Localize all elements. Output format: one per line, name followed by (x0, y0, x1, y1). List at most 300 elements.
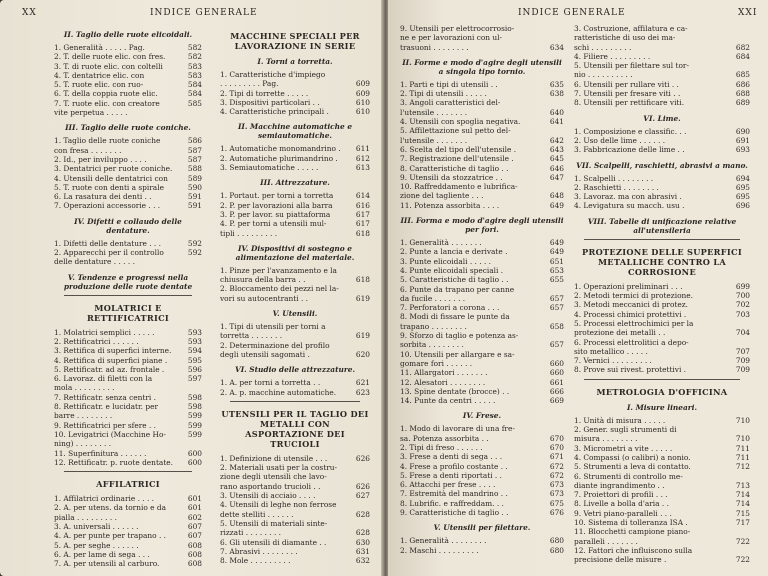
toc-entry (400, 359, 564, 368)
toc-entry-title: 12. Fattori che influiscono sulla (574, 545, 693, 555)
toc-entry-title: 2. Maschi . . . . . . . . . (400, 545, 479, 555)
right-column-2 (574, 24, 750, 564)
divider (64, 471, 192, 472)
toc-entry-page: 592 (187, 238, 202, 248)
toc-entry-title: 9. Utensili da stozzatrice . . (400, 172, 503, 182)
toc-entry-page: 688 (735, 89, 750, 99)
toc-entry-title: 4. Levigatura su macch. usu . (574, 201, 685, 211)
toc-entry (574, 192, 750, 201)
toc-entry-title: 2. Id., per inviluppo . . . . (54, 154, 147, 164)
toc-entry-title: misura . . . . . . . . (574, 434, 638, 444)
toc-entry (574, 136, 750, 145)
toc-entry (400, 285, 564, 294)
toc-entry-page: 703 (735, 309, 750, 319)
toc-entry (574, 444, 750, 453)
toc-entry-page: 675 (549, 498, 564, 508)
toc-entry-page: 694 (735, 173, 750, 183)
toc-entry-page (560, 24, 564, 33)
toc-entry (54, 513, 202, 522)
toc-entry (400, 117, 564, 126)
toc-entry (574, 127, 750, 136)
toc-entry-page: 610 (355, 97, 370, 107)
toc-entry (54, 164, 202, 173)
toc-entry (220, 294, 370, 303)
toc-entry (574, 24, 750, 33)
toc-entry-page: 655 (549, 275, 564, 285)
toc-entry (54, 430, 202, 439)
toc-entry-title: 10. Raffreddamento e lubrifica- (400, 182, 518, 192)
toc-entry-page: 672 (549, 470, 564, 480)
toc-entry (400, 489, 564, 498)
toc-entry-page: 588 (187, 164, 202, 174)
toc-entry-title: 8. Rettificatr. e lucidatr. per (54, 402, 159, 412)
section-heading: V. Utensili. (272, 309, 318, 319)
toc-entry-page: 671 (549, 452, 564, 462)
toc-entry-page: 717 (735, 517, 750, 527)
toc-entry-title: 5. Affilettazione sul petto del- (400, 126, 511, 136)
toc-entry-page (366, 341, 370, 350)
toc-entry-title: delle dentature . . . . . (54, 257, 135, 267)
toc-entry-title: 2. Bloccamento dei pezzi nel la- (220, 284, 339, 294)
toc-entry-title: 1. Caratteristiche d'impiego (220, 70, 326, 79)
section-heading: VIII. Tabelle di unificazione relative all'utensileria (587, 216, 737, 235)
toc-entry-title: 1. Affilatrici ordinarie . . . . (54, 494, 155, 504)
divider (584, 239, 740, 240)
toc-entry-page: 707 (735, 346, 750, 356)
section-heading: III. Forma e modo d'agire degli utensili per fori. (400, 216, 564, 235)
toc-entry-page: 600 (187, 448, 202, 458)
toc-entry-page (560, 350, 564, 359)
toc-entry-page: 602 (187, 512, 202, 522)
toc-entry-page (746, 546, 750, 555)
toc-entry (220, 210, 370, 219)
toc-entry-title: zione degli utensili che lavo- (220, 472, 327, 482)
toc-entry-title: 5. Processi elettrochimici per la (574, 318, 694, 328)
toc-entry (54, 522, 202, 531)
toc-entry (574, 499, 750, 508)
right-page-number: XXI (738, 8, 758, 18)
toc-entry-page: 661 (549, 377, 564, 387)
chapter-heading: METROLOGIA D'OFFICINA (596, 386, 728, 397)
toc-entry-title: 12. Alesatori . . . . . . . . (400, 377, 486, 387)
toc-entry-title: 4. A. per punte per trapano . . (54, 531, 167, 541)
toc-entry (574, 490, 750, 499)
toc-entry-title: 10. Levigatrici (Macchine Ho- (54, 429, 166, 439)
toc-entry (400, 499, 564, 508)
toc-entry-title: 6. Lavoraz. di filetti con la (54, 374, 153, 384)
toc-entry-page: 619 (355, 331, 370, 341)
toc-entry-page: 591 (187, 201, 202, 211)
toc-entry-page (560, 285, 564, 294)
toc-entry (400, 266, 564, 275)
toc-entry-page: 626 (355, 481, 370, 491)
toc-entry-title: 5. Caratteristiche di taglio . . (400, 275, 509, 285)
toc-entry-title: 2. Determinazione del profilo (220, 340, 330, 350)
toc-entry (54, 108, 202, 117)
toc-entry-page (366, 322, 370, 331)
toc-entry-page (366, 472, 370, 481)
toc-entry-page (560, 182, 564, 191)
chapter-heading: PROTEZIONE DELLE SUPERFICI METALLICHE CONTRO LA CORROSIONE (582, 246, 742, 277)
toc-entry-page (560, 331, 564, 340)
section-heading: IV. Difetti e collaudo delle dentature. (74, 216, 182, 235)
toc-entry (400, 331, 564, 340)
toc-entry-page (366, 463, 370, 472)
toc-entry-title: . . . . . . . . . Pag. (220, 79, 279, 89)
toc-entry (400, 536, 564, 545)
toc-entry (400, 350, 564, 359)
section-heading: V. Utensili per filettare. (433, 523, 531, 533)
toc-entry (220, 556, 370, 565)
toc-entry-page (560, 33, 564, 42)
toc-entry (400, 33, 564, 42)
toc-entry (54, 337, 202, 346)
toc-entry-title: 2. Tipi di torrette . . . . . (220, 88, 309, 98)
toc-entry-title: trasuoni . . . . . . . . (400, 42, 469, 52)
chapter-heading: UTENSILI PER IL TAGLIO DEI METALLI CON ASPORTAZIONE DEI TRUCIOLI (221, 408, 369, 449)
toc-entry (220, 201, 370, 210)
toc-entry-title: 7. Registrazione dell'utensile . (400, 154, 514, 164)
toc-entry (400, 136, 564, 145)
toc-entry-page: 710 (735, 434, 750, 444)
toc-entry-page: 587 (187, 154, 202, 164)
toc-entry-title: 3. Costruzione, affilatura e ca- (574, 24, 688, 33)
toc-entry-title: 1. Molatrici semplici . . . . . (54, 327, 155, 337)
toc-entry-page (746, 527, 750, 536)
toc-entry-page: 649 (549, 200, 564, 210)
toc-entry-page: 710 (735, 415, 750, 425)
toc-entry-page: 612 (355, 153, 370, 163)
chapter-heading: MACCHINE SPECIALI PER LAVORAZIONE IN SERIE (230, 31, 360, 51)
toc-entry-title: 2. A. per utens. da tornio e da (54, 503, 166, 513)
toc-entry-page: 673 (549, 489, 564, 499)
section-heading: II. Macchine automatiche e semiautomatiche. (237, 122, 353, 141)
toc-entry-page (746, 24, 750, 33)
toc-entry-page: 709 (735, 365, 750, 375)
toc-entry-title: 7. Abrasivi . . . . . . . . (220, 546, 298, 556)
toc-entry (54, 89, 202, 98)
toc-entry-title: 8. Prove sui rivest. protettivi . (574, 365, 687, 375)
toc-entry (574, 434, 750, 443)
toc-entry-page (560, 312, 564, 321)
toc-entry (220, 519, 370, 528)
toc-entry (54, 80, 202, 89)
toc-entry-page: 704 (735, 328, 750, 338)
toc-entry (574, 546, 750, 555)
toc-entry-title: schi . . . . . . . . . (574, 42, 632, 52)
toc-entry-title: 9. Vetri piano-paralleli . . . (574, 508, 672, 518)
toc-entry-title: 1. Portaut. per torni a torretta (220, 191, 334, 201)
toc-entry-title: 2. Tipi di freso . . . . . . (400, 442, 483, 452)
toc-entry (400, 126, 564, 135)
toc-entry-page: 618 (355, 275, 370, 285)
toc-entry-page: 666 (549, 386, 564, 396)
toc-entry-title: 2. Punte a lancia e derivate . (400, 247, 508, 257)
toc-entry (400, 480, 564, 489)
toc-entry (220, 79, 370, 88)
toc-entry-title: 3. Metodi meccanici di protez. (574, 300, 688, 310)
toc-entry-page: 638 (549, 89, 564, 99)
toc-entry-page: 648 (549, 191, 564, 201)
toc-entry (400, 471, 564, 480)
toc-entry (220, 275, 370, 284)
toc-entry-page: 599 (187, 429, 202, 439)
toc-entry-page (198, 439, 202, 448)
toc-entry (220, 154, 370, 163)
section-heading: I. Misure lineari. (626, 402, 698, 412)
toc-entry-title: 6. La rasatura dei denti . . (54, 192, 152, 202)
toc-entry (54, 62, 202, 71)
toc-entry-title: 6. A. per lame di sega . . . (54, 549, 150, 559)
toc-entry (400, 434, 564, 443)
toc-entry-page: 595 (187, 355, 202, 365)
toc-entry-title: 3. P. per lavor. su piattaforma (220, 209, 331, 219)
toc-entry (400, 368, 564, 377)
toc-entry-page: 617 (355, 209, 370, 219)
toc-entry-page: 699 (735, 281, 750, 291)
left-column-2 (220, 24, 370, 565)
toc-entry-title: 2. Materiali usati per la costru- (220, 463, 337, 473)
toc-entry-page: 646 (549, 163, 564, 173)
toc-entry (220, 341, 370, 350)
toc-entry (574, 347, 750, 356)
toc-entry (220, 219, 370, 228)
toc-entry-title: 4. Punte elicoidali speciali . (400, 265, 504, 275)
toc-entry-page: 685 (735, 70, 750, 80)
toc-entry (574, 365, 750, 374)
toc-entry (54, 531, 202, 540)
toc-entry-title: tipli . . . . . . . . . (220, 228, 278, 238)
toc-entry-title: 1. Generalità . . . . . Pag. (54, 43, 145, 52)
toc-entry-title: 11. Superfinitura . . . . . . (54, 448, 147, 458)
toc-entry-title: zione del tagliente . . . (400, 191, 484, 201)
toc-entry-page: 598 (187, 392, 202, 402)
toc-entry-page: 591 (187, 192, 202, 202)
toc-entry (54, 439, 202, 448)
toc-entry-title: protezione dei metalli . . (574, 328, 666, 338)
toc-entry-title: 3. Dispositivi particolari . . (220, 97, 320, 107)
toc-entry-page: 686 (735, 79, 750, 89)
toc-entry-title: 13. Spine dentate (brocce) . . (400, 386, 510, 396)
toc-entry-page: 587 (187, 145, 202, 155)
toc-entry-title: con fresa . . . . . . . (54, 145, 122, 155)
toc-entry-title: degli utensili sagomati . (220, 349, 310, 359)
toc-entry (400, 89, 564, 98)
toc-entry-title: 5. Utensili per filettare sul tor- (574, 61, 689, 71)
toc-entry (400, 462, 564, 471)
toc-entry-page (746, 472, 750, 481)
toc-entry (574, 356, 750, 365)
toc-entry-title: barre . . . . . . . . (54, 411, 113, 421)
toc-entry-title: 8. Livelle a bolla d'aria . . (574, 499, 669, 509)
toc-entry-title: 5. A. per seghe . . . . . . (54, 540, 139, 550)
toc-entry-title: mola . . . . . . . . . (54, 383, 115, 393)
toc-entry-title: 5. Frese a denti riportati . . (400, 470, 502, 480)
section-heading: IV. Frese. (462, 411, 502, 421)
section-heading: VI. Studio delle attrezzature. (234, 365, 356, 375)
toc-entry-page: 711 (735, 443, 750, 453)
toc-entry-title: 9. Utensili per elettrocorrosio- (400, 24, 515, 33)
toc-entry-title: 4. P. per torni a utensili mul- (220, 219, 327, 229)
toc-entry (400, 247, 564, 256)
toc-entry-page: 691 (735, 135, 750, 145)
toc-entry-page (198, 257, 202, 266)
toc-entry-title: 6. Processi elettrolitici a depo- (574, 337, 689, 347)
toc-entry-title: 7. Proiettori di profili . . . (574, 490, 668, 500)
toc-entry-page: 626 (355, 453, 370, 463)
toc-entry (54, 411, 202, 420)
toc-entry-title: 1. Difetti delle dentature . . . (54, 238, 161, 248)
toc-entry-title: 1. Generalità . . . . . . . (400, 238, 482, 248)
toc-entry-title: 5. Rettificatr. ad az. frontale . (54, 364, 165, 374)
toc-entry (400, 452, 564, 461)
toc-entry (574, 80, 750, 89)
toc-entry (220, 191, 370, 200)
toc-entry-title: 8. Utensili per rettificare viti. (574, 98, 685, 108)
toc-entry-page: 583 (187, 61, 202, 71)
toc-entry-title: 7. Vernici . . . . . . . . . (574, 356, 652, 366)
toc-entry (400, 182, 564, 191)
toc-entry (54, 393, 202, 402)
toc-entry (54, 356, 202, 365)
toc-entry-page: 657 (549, 293, 564, 303)
toc-entry (574, 472, 750, 481)
toc-entry-title: 1. Unità di misura . . . . . (574, 415, 666, 425)
section-heading: II. Taglio delle ruote elicoidali. (63, 30, 193, 39)
toc-entry-page: 609 (355, 88, 370, 98)
toc-entry-page (746, 61, 750, 70)
toc-entry (400, 154, 564, 163)
toc-entry-page: 657 (549, 340, 564, 350)
toc-entry (574, 425, 750, 434)
toc-entry-title: 2. Apparecchi per il controllo (54, 248, 164, 258)
toc-entry-page: 695 (735, 192, 750, 202)
toc-entry (400, 294, 564, 303)
toc-entry (574, 555, 750, 564)
left-column-1 (54, 24, 202, 568)
toc-entry-title: 2. Uso delle lime . . . . . . (574, 135, 666, 145)
toc-entry (220, 491, 370, 500)
toc-entry-page: 582 (187, 43, 202, 52)
toc-entry (220, 266, 370, 275)
section-heading: IV. Dispositivi di sostegno e alimentazione del materiale. (235, 243, 355, 262)
toc-entry-title: rano asportando trucioli . . (220, 481, 321, 491)
toc-entry-page: 628 (355, 528, 370, 538)
toc-entry (400, 145, 564, 154)
toc-entry-title: ne e per lavorazioni con ul- (400, 33, 503, 43)
toc-entry-title: 1. Taglio delle ruote coniche (54, 136, 161, 146)
toc-entry-page: 608 (187, 549, 202, 559)
toc-entry (220, 378, 370, 387)
toc-entry-page: 607 (187, 521, 202, 531)
toc-entry-title: 1. Automatiche monomandrino . (220, 144, 341, 154)
toc-entry (574, 145, 750, 154)
right-column-1 (400, 24, 564, 555)
toc-entry-page: 584 (187, 80, 202, 90)
toc-entry (220, 229, 370, 238)
toc-entry (54, 257, 202, 266)
toc-entry (400, 546, 564, 555)
toc-entry (54, 52, 202, 61)
toc-entry-title: 9. Rettificatrici per sfere . . (54, 420, 157, 430)
toc-entry-title: rizzati . . . . . . . . (220, 528, 282, 538)
toc-entry (220, 144, 370, 153)
toc-entry-page: 601 (187, 503, 202, 513)
toc-entry-page (560, 126, 564, 135)
toc-entry-page: 614 (355, 191, 370, 201)
toc-entry (574, 174, 750, 183)
toc-entry (220, 547, 370, 556)
toc-entry (54, 136, 202, 145)
toc-entry-page (366, 519, 370, 528)
toc-entry-title: precisione delle misure . (574, 555, 667, 565)
toc-entry-title: sorbita . . . . . . . . (400, 340, 464, 350)
toc-entry-page: 631 (355, 546, 370, 556)
toc-entry-page (560, 424, 564, 433)
toc-entry-title: 1. Pinze per l'avanzamento e la (220, 265, 337, 275)
toc-entry-page: 593 (187, 336, 202, 346)
toc-entry-page: 642 (549, 135, 564, 145)
toc-entry-page: 660 (549, 358, 564, 368)
toc-entry-title: 6. Punte da trapano per canne (400, 284, 515, 294)
toc-entry (54, 346, 202, 355)
toc-entry-page: 607 (187, 531, 202, 541)
toc-entry-page: 600 (187, 457, 202, 467)
toc-entry-page: 599 (187, 420, 202, 430)
toc-entry-title: 4. Compassi (o calibri) a nonio. (574, 452, 691, 462)
toc-entry-page: 680 (549, 545, 564, 555)
toc-entry-title: 1. Generalità . . . . . . . . (400, 536, 487, 546)
toc-entry (220, 500, 370, 509)
toc-entry-page: 690 (735, 126, 750, 136)
toc-entry (574, 453, 750, 462)
toc-entry-page: 647 (549, 172, 564, 182)
toc-entry-title: 3. Micrometri a vite . . . . . (574, 443, 673, 453)
toc-entry-page (560, 98, 564, 107)
section-heading: III. Taglio delle ruote coniche. (65, 123, 191, 133)
toc-entry (574, 537, 750, 546)
toc-entry (400, 322, 564, 331)
toc-entry-page: 583 (187, 70, 202, 80)
section-heading: V. Tendenze e progressi nella produzione delle ruote dentate (63, 272, 193, 291)
toc-entry-title: 4. Utensili di leghe non ferrose (220, 500, 337, 510)
toc-entry (574, 481, 750, 490)
toc-entry (574, 319, 750, 328)
right-page-header: INDICE GENERALE (518, 8, 626, 18)
toc-entry-page: 713 (735, 480, 750, 490)
toc-entry-page: 589 (187, 173, 202, 183)
toc-entry (54, 374, 202, 383)
toc-entry-title: 1. Definizione di utensile . . . (220, 453, 328, 463)
toc-entry-title: 1. Operazioni preliminari . . . (574, 281, 683, 291)
toc-entry-page: 635 (549, 79, 564, 89)
toc-entry-title: 1. Tipi di utensili per torni a (220, 322, 326, 332)
toc-entry-title: nio . . . . . . . . . . (574, 70, 633, 80)
toc-entry-title: 7. T. ruote elic. con creatore (54, 98, 160, 108)
toc-entry (400, 275, 564, 284)
toc-entry-page: 689 (735, 98, 750, 108)
toc-entry-title: 8. Modi di fissare le punte da (400, 312, 510, 322)
toc-entry-title: chiusura della barra . . (220, 275, 306, 285)
toc-entry-page: 598 (187, 402, 202, 412)
section-heading: VII. Scalpelli, raschietti, abrasivi a mano. (576, 160, 748, 170)
toc-entry (574, 70, 750, 79)
toc-entry (54, 402, 202, 411)
toc-entry-title: ning) . . . . . . . . (54, 439, 112, 449)
toc-entry-page: 616 (355, 200, 370, 210)
toc-entry-page: 608 (187, 559, 202, 569)
toc-entry (574, 52, 750, 61)
